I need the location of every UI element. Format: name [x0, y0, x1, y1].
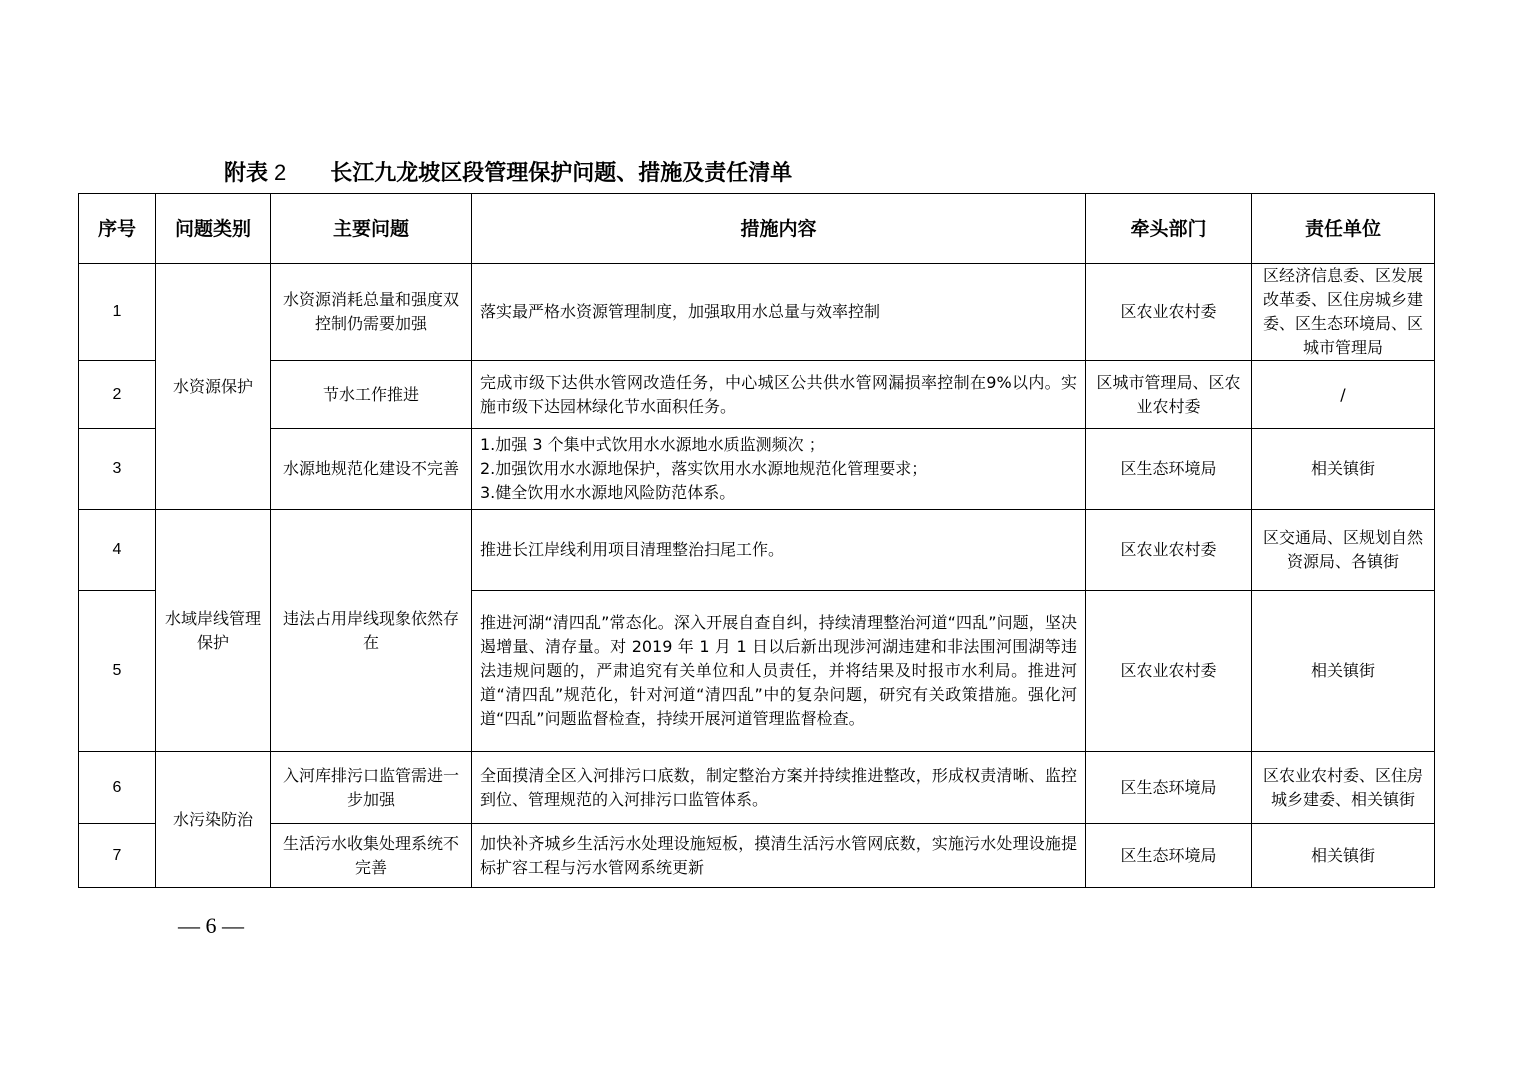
problem-cell: 违法占用岸线现象依然存在 — [271, 510, 472, 752]
responsible-unit-cell: 相关镇街 — [1252, 591, 1435, 752]
table-header-row — [79, 194, 1435, 264]
measure-cell: 落实最严格水资源管理制度，加强取用水总量与效率控制 — [472, 264, 1086, 361]
header-index: 序号 — [79, 194, 156, 264]
header-measure: 措施内容 — [472, 194, 1086, 264]
title-text: 长江九龙坡区段管理保护问题、措施及责任清单 — [330, 161, 793, 186]
title-number: 2 — [274, 160, 287, 185]
row-index: 1 — [79, 264, 156, 361]
category-cell: 水资源保护 — [156, 264, 271, 510]
measure-line: 3.健全饮用水水源地风险防范体系。 — [480, 483, 736, 502]
table-row — [79, 361, 1435, 429]
responsible-unit-cell: 相关镇街 — [1252, 824, 1435, 888]
row-index: 4 — [79, 510, 156, 591]
measure-cell: 加快补齐城乡生活污水处理设施短板，摸清生活污水管网底数，实施污水处理设施提标扩容工程与污水管网系统更新 — [472, 824, 1086, 888]
header-lead-department: 牵头部门 — [1086, 194, 1252, 264]
responsible-unit-cell: 区农业农村委、区住房城乡建委、相关镇街 — [1252, 752, 1435, 824]
lead-department-cell: 区农业农村委 — [1086, 264, 1252, 361]
lead-department-cell: 区生态环境局 — [1086, 752, 1252, 824]
header-responsible-unit: 责任单位 — [1252, 194, 1435, 264]
responsible-unit-cell: 区交通局、区规划自然资源局、各镇街 — [1252, 510, 1435, 591]
row-index: 5 — [79, 591, 156, 752]
page-number: — 6 — — [178, 913, 244, 938]
row-index: 3 — [79, 429, 156, 510]
header-problem: 主要问题 — [271, 194, 472, 264]
lead-department-cell: 区生态环境局 — [1086, 824, 1252, 888]
responsibility-table — [78, 193, 1435, 888]
problem-cell: 水源地规范化建设不完善 — [271, 429, 472, 510]
measure-line: 1.加强 3 个集中式饮用水水源地水质监测频次 ； — [480, 435, 825, 454]
table-row — [79, 752, 1435, 824]
problem-cell: 生活污水收集处理系统不完善 — [271, 824, 472, 888]
responsible-unit-cell: / — [1252, 361, 1435, 429]
lead-department-cell: 区农业农村委 — [1086, 510, 1252, 591]
title-prefix: 附表 — [224, 161, 269, 186]
responsible-unit-cell: 区经济信息委、区发展改革委、区住房城乡建委、区生态环境局、区城市管理局 — [1252, 264, 1435, 361]
table-row — [79, 510, 1435, 591]
document-title — [224, 157, 792, 189]
problem-cell: 节水工作推进 — [271, 361, 472, 429]
measure-cell: 全面摸清全区入河排污口底数，制定整治方案并持续推进整改，形成权责清晰、监控到位、管理规范的入河排污口监管体系。 — [472, 752, 1086, 824]
row-index: 6 — [79, 752, 156, 824]
measure-cell — [472, 429, 1086, 510]
table-row — [79, 264, 1435, 361]
problem-cell: 水资源消耗总量和强度双控制仍需要加强 — [271, 264, 472, 361]
table-row — [79, 429, 1435, 510]
lead-department-cell: 区生态环境局 — [1086, 429, 1252, 510]
problem-cell: 入河库排污口监管需进一步加强 — [271, 752, 472, 824]
category-cell: 水域岸线管理保护 — [156, 510, 271, 752]
measure-cell: 推进长江岸线利用项目清理整治扫尾工作。 — [472, 510, 1086, 591]
category-cell: 水污染防治 — [156, 752, 271, 888]
lead-department-cell: 区城市管理局、区农业农村委 — [1086, 361, 1252, 429]
responsible-unit-cell: 相关镇街 — [1252, 429, 1435, 510]
table-row — [79, 824, 1435, 888]
row-index: 2 — [79, 361, 156, 429]
header-category: 问题类别 — [156, 194, 271, 264]
row-index: 7 — [79, 824, 156, 888]
lead-department-cell: 区农业农村委 — [1086, 591, 1252, 752]
measure-cell: 推进河湖“清四乱”常态化。深入开展自查自纠，持续清理整治河道“四乱”问题，坚决遏增量、清存量。对 2019 年 1 月 1 日以后新出现涉河湖违建和非法围河围湖等违法违规问题的，严肃追究有关单位和人员责任，并将结果及时报市水利局。推进河道“清四乱”规范化，针对河道“清四乱”中的复杂问题，研究有关政策措施。强化河道“四乱”问题监督检查，持续开展河道管理监督检查。 — [472, 591, 1086, 752]
measure-cell: 完成市级下达供水管网改造任务，中心城区公共供水管网漏损率控制在9%以内。实施市级下达园林绿化节水面积任务。 — [472, 361, 1086, 429]
measure-line: 2.加强饮用水水源地保护，落实饮用水水源地规范化管理要求； — [480, 459, 928, 478]
